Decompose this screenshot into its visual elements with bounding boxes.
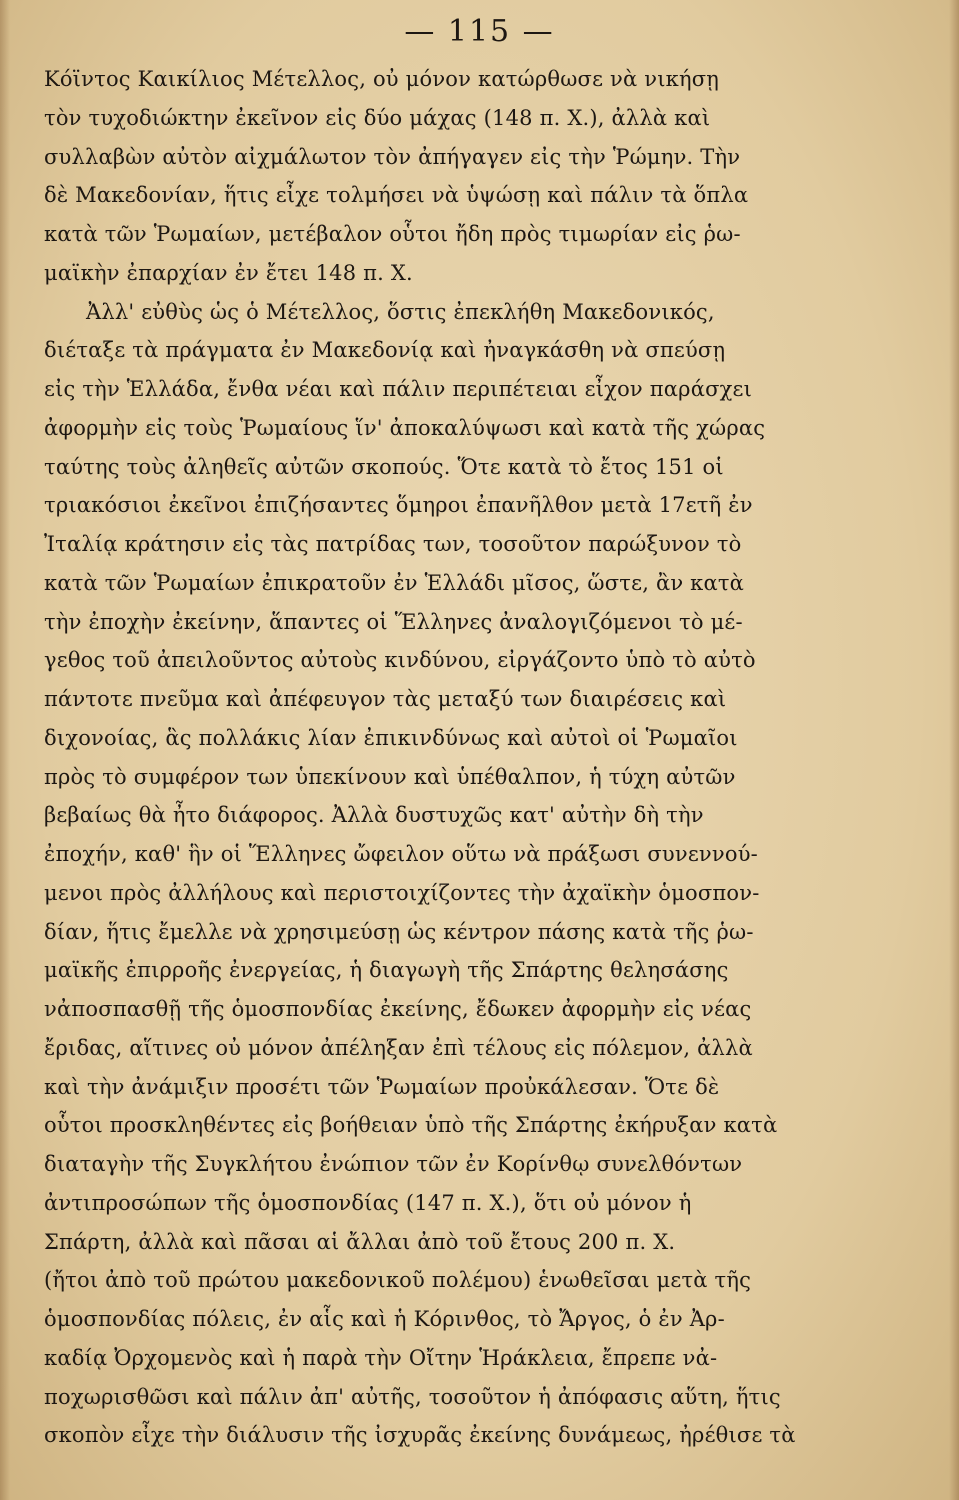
text-line: συλλαβὼν αὐτὸν αἰχμάλωτον τὸν ἀπήγαγεν εἰς τὴν Ῥώμην. Τὴν (44, 144, 741, 169)
text-line: διαταγὴν τῆς Συγκλήτου ἐνώπιον τῶν ἐν Κορίνθῳ συνελθόντων (44, 1152, 743, 1176)
page-right-shadow (949, 0, 959, 1500)
text-line: (ἤτοι ἀπὸ τοῦ πρώτου μακεδονικοῦ πολέμου) ἑνωθεῖσαι μετὰ τῆς (44, 1268, 752, 1293)
text-line: διχονοίας, ἃς πολλάκις λίαν ἐπικινδύνως καὶ αὐτοὶ οἱ Ῥωμαῖοι (44, 725, 738, 750)
text-line: Κόϊντος Καικίλιος Μέτελλος, οὐ μόνον κατώρθωσε νὰ νικήσῃ (44, 67, 720, 91)
text-line: μενοι πρὸς ἀλλήλους καὶ περιστοιχίζοντες τὴν ἀχαϊκὴν ὁμοσπον- (44, 880, 760, 905)
text-line: δὲ Μακεδονίαν, ἥτις εἶχε τολμήσει νὰ ὑψώσῃ καὶ πάλιν τὰ ὅπλα (44, 183, 749, 208)
page-number: — 115 — (404, 14, 555, 49)
text-line: ἔριδας, αἵτινες οὐ μόνον ἀπέληξαν ἐπὶ τέλους εἰς πόλεμον, ἀλλὰ (44, 1035, 753, 1060)
text-line: καὶ τὴν ἀνάμιξιν προσέτι τῶν Ῥωμαίων προὐκάλεσαν. Ὅτε δὲ (44, 1074, 720, 1099)
text-line: νἀποσπασθῇ τῆς ὁμοσπονδίας ἐκείνης, ἔδωκεν ἀφορμὴν εἰς νέας (44, 997, 752, 1021)
text-line: οὗτοι προσκληθέντες εἰς βοήθειαν ὑπὸ τῆς Σπάρτης ἐκήρυξαν κατὰ (44, 1113, 778, 1138)
text-line: τριακόσιοι ἐκεῖνοι ἐπιζήσαντες ὅμηροι ἐπανῆλθον μετὰ 17ετῆ ἐν (44, 493, 753, 518)
text-line: Ἀλλ' εὐθὺς ὡς ὁ Μέτελλος, ὅστις ἐπεκλήθη Μακεδονικός, (86, 299, 715, 324)
text-line: δίαν, ἥτις ἔμελλε νὰ χρησιμεύσῃ ὡς κέντρον πάσης κατὰ τῆς ῥω- (44, 919, 754, 944)
page-left-shadow (0, 0, 10, 1500)
text-line: καδίᾳ Ὀρχομενὸς καὶ ἡ παρὰ τὴν Οἴτην Ἡράκλεια, ἔπρεπε νἀ- (44, 1345, 718, 1370)
text-line: διέταξε τὰ πράγματα ἐν Μακεδονίᾳ καὶ ἠναγκάσθη νὰ σπεύσῃ (44, 338, 726, 363)
text-line: ἐποχήν, καθ' ἣν οἱ Ἕλληνες ὤφειλον οὕτω νὰ πράξωσι συνεννού- (44, 842, 758, 866)
text-line: εἰς τὴν Ἑλλάδα, ἔνθα νέαι καὶ πάλιν περιπέτειαι εἶχον παράσχει (44, 377, 753, 401)
text-line: μαϊκὴν ἐπαρχίαν ἐν ἔτει 148 π. Χ. (44, 260, 413, 285)
text-line: τὸν τυχοδιώκτην ἐκεῖνον εἰς δύο μάχας (148 π. Χ.), ἀλλὰ καὶ (44, 105, 711, 130)
text-body (44, 60, 889, 1455)
text-line: μαϊκῆς ἐπιρροῆς ἐνεργείας, ἡ διαγωγὴ τῆς Σπάρτης θελησάσης (44, 958, 729, 983)
text-line: πάντοτε πνεῦμα καὶ ἀπέφευγον τὰς μεταξύ των διαιρέσεις καὶ (44, 687, 727, 711)
text-line: Σπάρτη, ἀλλὰ καὶ πᾶσαι αἱ ἄλλαι ἀπὸ τοῦ ἔτους 200 π. Χ. (44, 1229, 676, 1254)
text-line: ὁμοσπονδίας πόλεις, ἐν αἷς καὶ ἡ Κόρινθος, τὸ Ἄργος, ὁ ἐν Ἀρ- (44, 1307, 725, 1331)
text-line: πρὸς τὸ συμφέρον των ὑπεκίνουν καὶ ὑπέθαλπον, ἡ τύχη αὐτῶν (44, 764, 736, 789)
text-line: ἀντιπροσώπων τῆς ὁμοσπονδίας (147 π. Χ.), ὅτι οὐ μόνον ἡ (44, 1190, 692, 1215)
text-line: ταύτης τοὺς ἀληθεῖς αὐτῶν σκοπούς. Ὅτε κατὰ τὸ ἔτος 151 οἱ (44, 454, 724, 479)
text-line: Ἰταλίᾳ κράτησιν εἰς τὰς πατρίδας των, τοσοῦτον παρώξυνον τὸ (44, 532, 742, 556)
text-line: γεθος τοῦ ἀπειλοῦντος αὐτοὺς κινδύνου, εἰργάζοντο ὑπὸ τὸ αὐτὸ (44, 648, 756, 673)
text-line: τὴν ἐποχὴν ἐκείνην, ἅπαντες οἱ Ἕλληνες ἀναλογιζόμενοι τὸ μέ- (44, 609, 743, 634)
text-line: ἀφορμὴν εἰς τοὺς Ῥωμαίους ἵν' ἀποκαλύψωσι καὶ κατὰ τῆς χώρας (44, 415, 766, 440)
text-line: κατὰ τῶν Ῥωμαίων ἐπικρατοῦν ἐν Ἑλλάδι μῖσος, ὥστε, ἂν κατὰ (44, 570, 745, 595)
text-line: ποχωρισθῶσι καὶ πάλιν ἀπ' αὐτῆς, τοσοῦτον ἡ ἀπόφασις αὕτη, ἥτις (44, 1384, 781, 1409)
text-line: κατὰ τῶν Ῥωμαίων, μετέβαλον οὗτοι ἤδη πρὸς τιμωρίαν εἰς ῥω- (44, 222, 741, 246)
text-line: σκοπὸν εἶχε τὴν διάλυσιν τῆς ἰσχυρᾶς ἐκείνης δυνάμεως, ἠρέθισε τὰ (44, 1423, 796, 1448)
text-line: βεβαίως θὰ ἦτο διάφορος. Ἀλλὰ δυστυχῶς κατ' αὐτὴν δὴ τὴν (44, 803, 704, 828)
